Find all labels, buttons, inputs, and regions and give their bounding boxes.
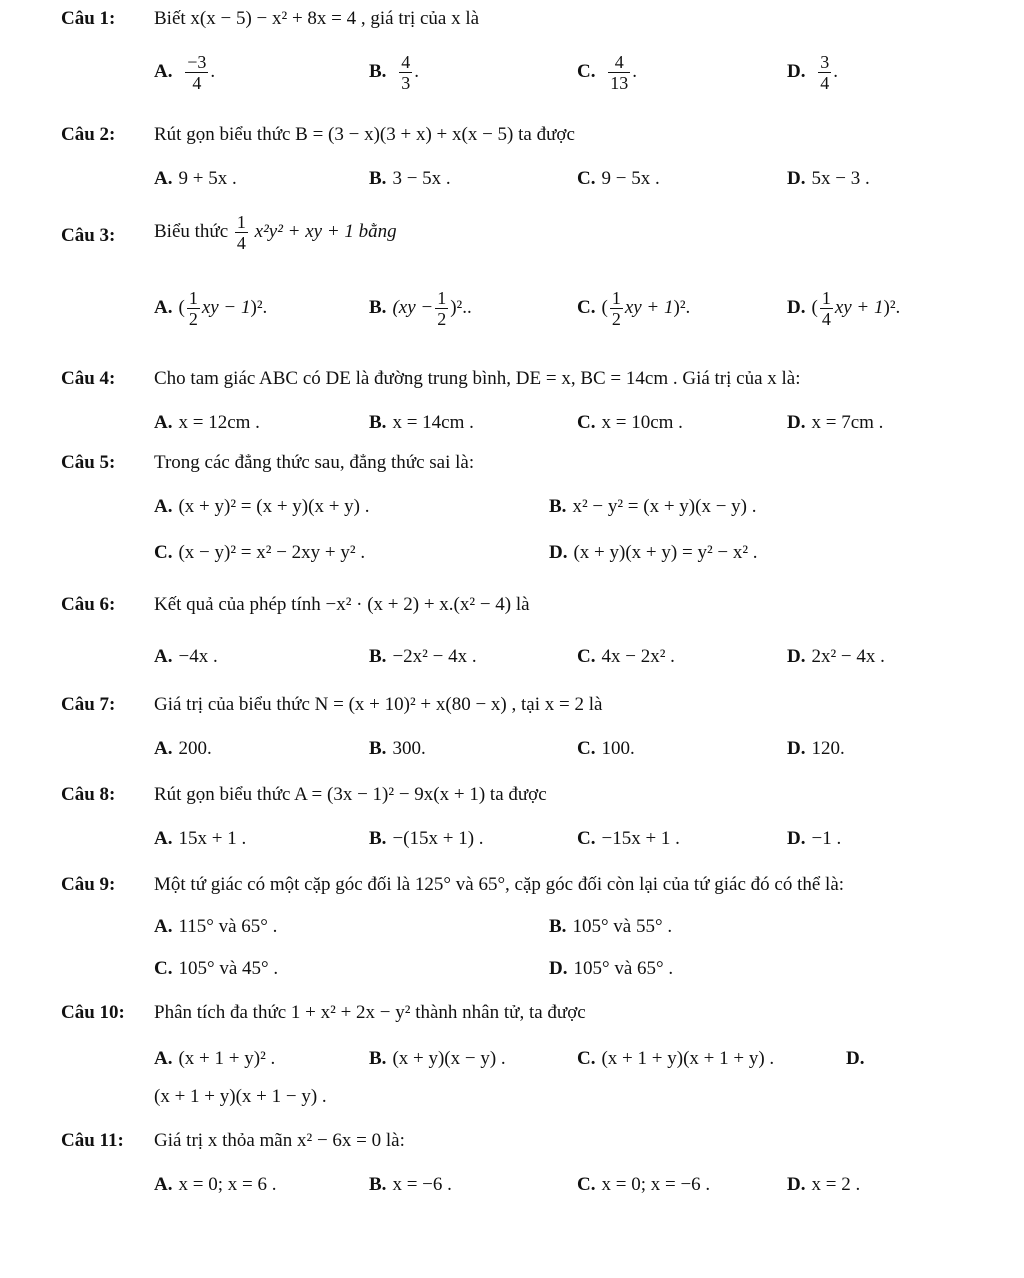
option-c: C. 100. — [577, 738, 635, 759]
option-a: A. −4x . — [154, 646, 218, 667]
option-a: A. (x + 1 + y)² . — [154, 1048, 276, 1069]
question-text: Biểu thức $\frac{1}{4}$ x²y² + xy + 1 bằng — [154, 212, 397, 253]
option-b: B. x = 14cm . — [369, 412, 474, 433]
question-text: Giá trị của biểu thức N = (x + 10)² + x(80 − x) , tại x = 2 là — [154, 694, 603, 715]
question-text: Cho tam giác ABC có DE là đường trung bình, DE = x, BC = 14cm . Giá trị của x là: — [154, 368, 801, 389]
question-label: Câu 3: — [61, 225, 116, 246]
question-text: Phân tích đa thức 1 + x² + 2x − y² thành nhân tử, ta được — [154, 1002, 586, 1023]
option-d: D. 2x² − 4x . — [787, 646, 885, 667]
question-label: Câu 9: — [61, 874, 116, 895]
option-d: D. 105° và 65° . — [549, 958, 674, 979]
option-d: D. (x + y)(x + y) = y² − x² . — [549, 542, 758, 563]
option-b: B. (x + y)(x − y) . — [369, 1048, 506, 1069]
option-d: D. −1 . — [787, 828, 842, 849]
option-b: B. −(15x + 1) . — [369, 828, 484, 849]
option-a: A. ( $\frac{1}{2}$ xy − 1)². — [154, 288, 268, 329]
option-a: A. 115° và 65° . — [154, 916, 278, 937]
option-a: A. x = 12cm . — [154, 412, 260, 433]
option-c: C. ( $\frac{1}{2}$ xy + 1)². — [577, 288, 691, 329]
question-text: Rút gọn biểu thức A = (3x − 1)² − 9x(x + 1) ta được — [154, 784, 547, 805]
question-10 — [61, 1002, 1004, 1110]
option-a: A. x = 0; x = 6 . — [154, 1174, 277, 1195]
question-label: Câu 5: — [61, 452, 116, 473]
question-7 — [61, 694, 1004, 764]
option-d: D. x = 2 . — [787, 1174, 861, 1195]
question-text: Biết x(x − 5) − x² + 8x = 4 , giá trị của x là — [154, 8, 480, 29]
question-9 — [61, 874, 1004, 980]
option-c: C. (x − y)² = x² − 2xy + y² . — [154, 542, 366, 563]
question-text: Trong các đẳng thức sau, đẳng thức sai là: — [154, 452, 475, 473]
question-1 — [61, 8, 1004, 108]
option-a: A. $\frac{-3}{4}$ . — [154, 52, 216, 93]
option-a: A. (x + y)² = (x + y)(x + y) . — [154, 496, 370, 517]
question-label: Câu 10: — [61, 1002, 125, 1023]
option-c: C. 105° và 45° . — [154, 958, 279, 979]
option-c: C. (x + 1 + y)(x + 1 + y) . — [577, 1048, 775, 1069]
option-d: D. $\frac{3}{4}$ . — [787, 52, 838, 93]
option-c: C. $\frac{4}{13}$ . — [577, 52, 637, 93]
option-c: C. 4x − 2x² . — [577, 646, 675, 667]
question-text: Kết quả của phép tính −x² · (x + 2) + x.(x² − 4) là — [154, 594, 530, 615]
option-c: C. x = 10cm . — [577, 412, 683, 433]
option-d: D. ( $\frac{1}{4}$ xy + 1)². — [787, 288, 901, 329]
question-label: Câu 8: — [61, 784, 116, 805]
option-d: D. 5x − 3 . — [787, 168, 870, 189]
option-b: B. 3 − 5x . — [369, 168, 451, 189]
question-label: Câu 7: — [61, 694, 116, 715]
question-label: Câu 4: — [61, 368, 116, 389]
question-2 — [61, 124, 1004, 194]
question-text: Giá trị x thỏa mãn x² − 6x = 0 là: — [154, 1130, 405, 1151]
question-11 — [61, 1130, 1004, 1200]
question-text: Một tứ giác có một cặp góc đối là 125° và 65°, cặp góc đối còn lại của tứ giác đó có thể là: — [154, 874, 845, 895]
option-b: B. x = −6 . — [369, 1174, 452, 1195]
question-label: Câu 6: — [61, 594, 116, 615]
option-d: D. x = 7cm . — [787, 412, 884, 433]
question-8 — [61, 784, 1004, 854]
option-b: B. 300. — [369, 738, 426, 759]
option-b: B. $\frac{4}{3}$ . — [369, 52, 419, 93]
question-text: Rút gọn biểu thức B = (3 − x)(3 + x) + x(x − 5) ta được — [154, 124, 575, 145]
option-c: C. x = 0; x = −6 . — [577, 1174, 711, 1195]
question-label: Câu 1: — [61, 8, 116, 29]
option-a: A. 200. — [154, 738, 212, 759]
question-6 — [61, 594, 1004, 670]
question-label: Câu 11: — [61, 1130, 124, 1151]
question-5 — [61, 452, 1004, 570]
option-d-continued: (x + 1 + y)(x + 1 − y) . — [154, 1086, 327, 1107]
question-4 — [61, 368, 1004, 438]
option-b: B. x² − y² = (x + y)(x − y) . — [549, 496, 757, 517]
option-d: D. 120. — [787, 738, 845, 759]
option-b: B. 105° và 55° . — [549, 916, 673, 937]
question-label: Câu 2: — [61, 124, 116, 145]
option-b: B. −2x² − 4x . — [369, 646, 477, 667]
option-a: A. 15x + 1 . — [154, 828, 247, 849]
option-c: C. −15x + 1 . — [577, 828, 680, 849]
option-a: A. 9 + 5x . — [154, 168, 237, 189]
option-b: B. (xy − $\frac{1}{2}$ )².. — [369, 288, 472, 329]
option-c: C. 9 − 5x . — [577, 168, 660, 189]
option-d: D. — [846, 1048, 865, 1069]
question-3 — [61, 212, 1004, 352]
